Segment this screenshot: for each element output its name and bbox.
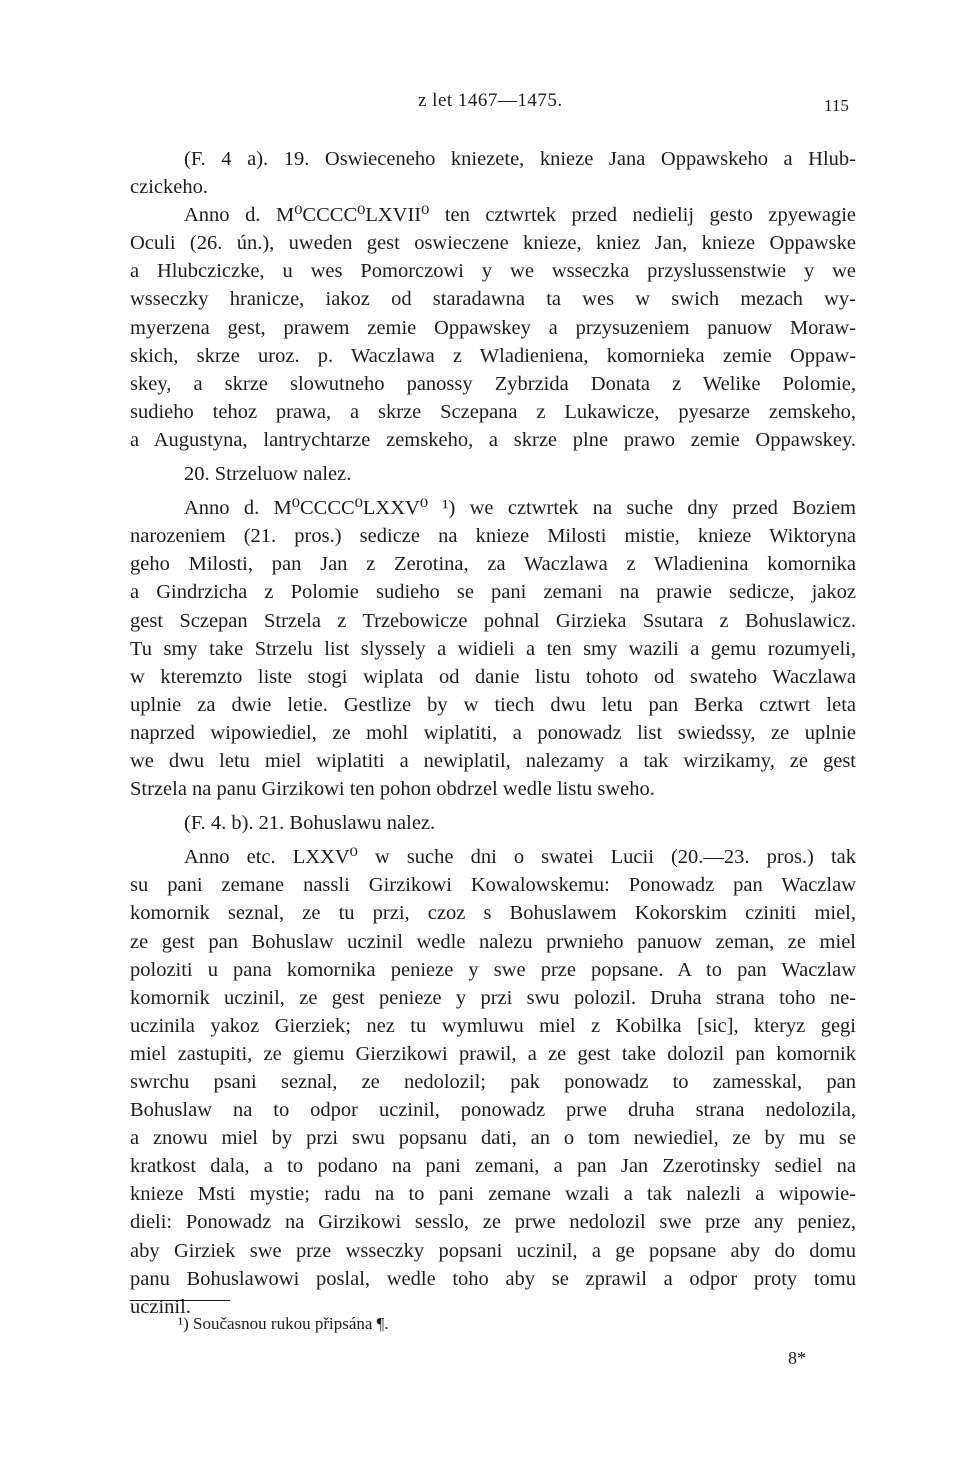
text-line: skey, a skrze slowutneho panossy Zybrzida Donata z Welike Polomie, — [130, 372, 856, 395]
signature-mark: 8* — [788, 1348, 806, 1368]
text-line: komornik seznal, ze tu przi, czoz s Bohuslawem Kokorskim cziniti miel, — [130, 902, 856, 925]
text-line: uczinila yakoz Gierziek; nez tu wymluwu miel z Kobilka [sic], kteryz gegi — [130, 1014, 856, 1037]
footnote: ¹) Současnou rukou připsána ¶. — [178, 1314, 389, 1333]
text-line: knieze Msti mystie; radu na to pani zemane wzali a tak nalezli a wipowie- — [130, 1183, 856, 1206]
text-line: panu Bohuslawowi poslal, wedle toho aby se zprawil a odpor proty tomu — [130, 1267, 856, 1290]
text-line: naprzed wipowiediel, ze mohl wiplatiti, a ponowadz list swiedssy, ze uplnie — [130, 721, 856, 744]
text-line: a Hlubcziczke, u wes Pomorczowi y we wsseczka przyslussenstwie y we — [130, 260, 856, 283]
footnote-rule — [130, 1300, 230, 1301]
running-title: z let 1467—1475. — [418, 90, 563, 111]
text-line: su pani zemane nassli Girzikowi Kowalowskemu: Ponowadz pan Waczlaw — [130, 874, 856, 897]
text-line: a Gindrzicha z Polomie sudieho se pani zemani na prawie sedicze, jakoz — [130, 581, 856, 604]
section-heading: 20. Strzeluow nalez. — [184, 463, 352, 486]
text-line: we dwu letu miel wiplatiti a newiplatil, nalezamy a tak wirzikamy, ze gest — [130, 749, 856, 772]
text-line: Anno d. M⁰CCCC⁰LXXV⁰ ¹) we cztwrtek na suche dny przed Boziem — [184, 497, 856, 520]
text-line: sudieho tehoz prawa, a skrze Sczepana z Lukawicze, pyesarze zemskeho, — [130, 400, 856, 423]
text-line: wsseczky hranicze, iakoz od staradawna ta wes w swich mezach wy- — [130, 288, 856, 311]
text-line: aby Girziek swe prze wsseczky popsani uczinil, a ge popsane aby do domu — [130, 1239, 856, 1262]
text-line: w kteremzto liste stogi wiplata od danie listu tohoto od swateho Waczlawa — [130, 665, 856, 688]
page-number: 115 — [824, 96, 849, 115]
text-line: uplnie za dwie letie. Gestlize by w tiech dwu letu pan Berka cztwrt leta — [130, 693, 856, 716]
text-line: poloziti u pana komornika penieze y swe prze popsane. A to pan Waczlaw — [130, 958, 856, 981]
text-line: a znowu miel by przi swu popsanu dati, an o tom newiediel, ze by mu se — [130, 1127, 856, 1150]
text-line: Oculi (26. ún.), uweden gest oswieczene knieze, kniez Jan, knieze Oppawske — [130, 232, 856, 255]
text-line: komornik uczinil, ze gest penieze y przi swu polozil. Druha strana toho ne- — [130, 986, 856, 1009]
text-line: geho Milosti, pan Jan z Zerotina, za Waczlawa z Wladienina komornika — [130, 553, 856, 576]
text-line: Anno d. M⁰CCCC⁰LXVII⁰ ten cztwrtek przed nedielij gesto zpyewagie — [184, 204, 856, 227]
text-line: uczinil. — [130, 1295, 191, 1318]
running-head — [0, 90, 960, 120]
text-line: Tu smy take Strzelu list slyssely a widieli a ten smy wazili a gemu rozumyeli, — [130, 637, 856, 660]
body-text — [130, 145, 856, 1321]
text-line: skich, skrze uroz. p. Waczlawa z Wladieniena, komornieka zemie Oppaw- — [130, 344, 856, 367]
text-line: ze gest pan Bohuslaw uczinil wedle nalezu prwnieho panuow zeman, ze miel — [130, 930, 856, 953]
text-line: Strzela na panu Girzikowi ten pohon obdrzel wedle listu sweho. — [130, 778, 655, 801]
section-heading: (F. 4. b). 21. Bohuslawu nalez. — [184, 812, 436, 835]
text-line: gest Sczepan Strzela z Trzebowicze pohnal Girzieka Ssutara z Bohuslawicz. — [130, 609, 856, 632]
text-line: Bohuslaw na to odpor uczinil, ponowadz prwe druha strana nedolozila, — [130, 1099, 856, 1122]
text-line: czickeho. — [130, 176, 208, 199]
text-line: myerzena gest, prawem zemie Oppawskey a przysuzeniem panuow Moraw- — [130, 316, 856, 339]
text-line: miel zastupiti, ze giemu Gierzikowi prawil, a ze gest take dolozil pan komornik — [130, 1042, 856, 1065]
text-line: narozeniem (21. pros.) sedicze na knieze Milosti mistie, knieze Wiktoryna — [130, 525, 856, 548]
text-line: kratkost dala, a to podano na pani zemani, a pan Jan Zzerotinsky sediel na — [130, 1155, 856, 1178]
text-line: swrchu psani seznal, ze nedolozil; pak ponowadz to zamesskal, pan — [130, 1071, 856, 1093]
text-line: Anno etc. LXXV⁰ w suche dni o swatei Lucii (20.—23. pros.) tak — [184, 846, 856, 869]
text-line: (F. 4 a). 19. Oswieceneho kniezete, knieze Jana Oppawskeho a Hlub- — [184, 148, 856, 170]
text-line: a Augustyna, lantrychtarze zemskeho, a skrze plne prawo zemie Oppawskey. — [130, 428, 856, 451]
text-line: dieli: Ponowadz na Girzikowi sesslo, ze prwe nedolozil swe prze any peniez, — [130, 1211, 856, 1234]
